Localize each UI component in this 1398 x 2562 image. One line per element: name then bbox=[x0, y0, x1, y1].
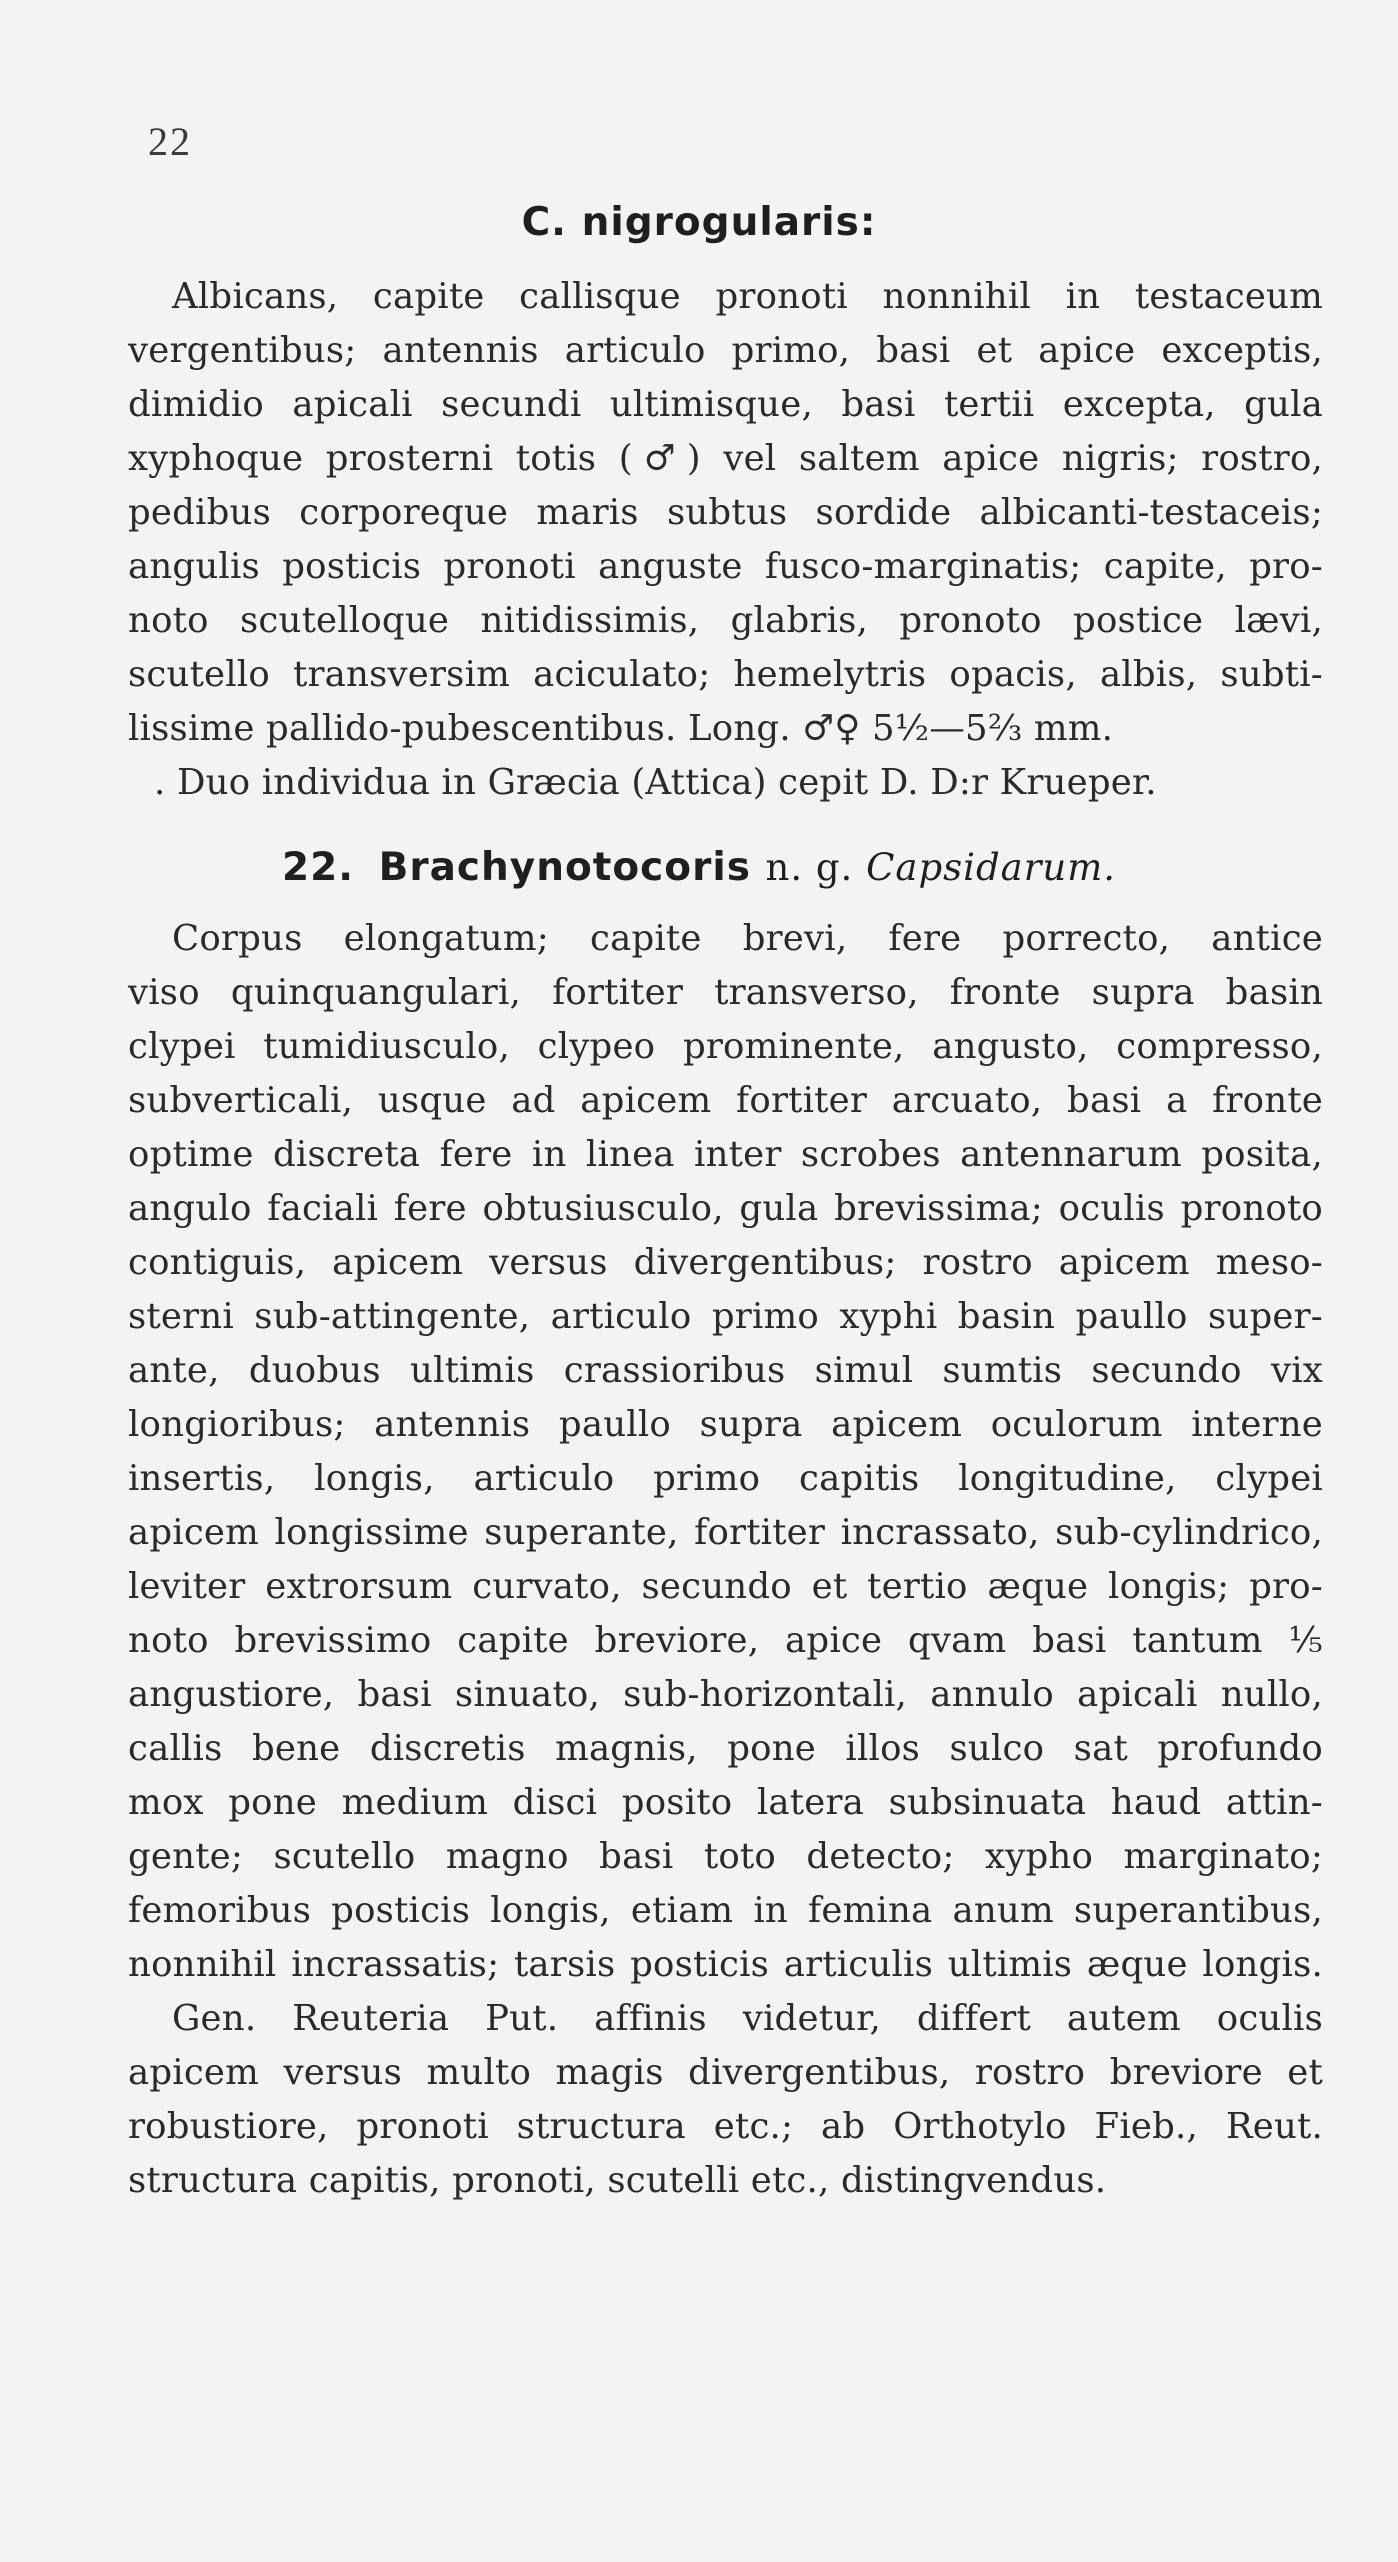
section-number: 22. bbox=[281, 845, 355, 890]
text-line: Gen. Reuteria Put. affinis videtur, differt autem oculis bbox=[172, 1998, 1323, 2039]
text-line: clypei tumidiusculo, clypeo prominente, angusto, compresso, bbox=[128, 1026, 1323, 1067]
text-line: robustiore, pronoti structura etc.; ab Orthotylo Fieb., Reut. bbox=[128, 2106, 1323, 2147]
text-line: longioribus; antennis paullo supra apicem oculorum interne bbox=[128, 1404, 1323, 1445]
text-line: xyphoque prosterni totis (♂) vel saltem apice nigris; rostro, bbox=[128, 438, 1323, 479]
text-line: structura capitis, pronoti, scutelli etc., distingvendus. bbox=[128, 2160, 1107, 2201]
text-line: viso quinquangulari, fortiter transverso, fronte supra basin bbox=[128, 972, 1323, 1013]
text-line: angustiore, basi sinuato, sub-horizontali, annulo apicali nullo, bbox=[128, 1674, 1323, 1715]
text-line: ante, duobus ultimis crassioribus simul sumtis secundo vix bbox=[128, 1350, 1323, 1391]
section-heading-nigrogularis: C. nigrogularis: bbox=[521, 200, 877, 245]
text-line: Albicans, capite callisque pronoti nonnihil in testaceum bbox=[172, 276, 1323, 317]
text-line: femoribus posticis longis, etiam in femina anum superantibus, bbox=[128, 1890, 1323, 1931]
text-line: pedibus corporeque maris subtus sordide albicanti-testaceis; bbox=[128, 492, 1323, 533]
genus-name: Brachynotocoris bbox=[378, 845, 751, 890]
text-line: contiguis, apicem versus divergentibus; rostro apicem meso- bbox=[128, 1242, 1323, 1283]
text-line: leviter extrorsum curvato, secundo et tertio æque longis; pro- bbox=[128, 1566, 1323, 1607]
family-name: Capsidarum. bbox=[866, 846, 1117, 889]
text-line: noto brevissimo capite breviore, apice qvam basi tantum ⅕ bbox=[128, 1620, 1323, 1661]
text-line: angulo faciali fere obtusiusculo, gula brevissima; oculis pronoto bbox=[128, 1188, 1323, 1229]
text-line: vergentibus; antennis articulo primo, basi et apice exceptis, bbox=[128, 330, 1323, 371]
text-line: mox pone medium disci posito latera subsinuata haud attin- bbox=[128, 1782, 1323, 1823]
text-line: sterni sub-attingente, articulo primo xyphi basin paullo super- bbox=[128, 1296, 1323, 1337]
text-line: insertis, longis, articulo primo capitis longitudine, clypei bbox=[128, 1458, 1323, 1499]
text-line: apicem versus multo magis divergentibus, rostro breviore et bbox=[128, 2052, 1323, 2093]
text-line: Corpus elongatum; capite brevi, fere porrecto, antice bbox=[172, 918, 1323, 959]
page-number: 22 bbox=[148, 119, 192, 164]
text-line: nonnihil incrassatis; tarsis posticis articulis ultimis æque longis. bbox=[128, 1944, 1323, 1985]
text-line: noto scutelloque nitidissimis, glabris, pronoto postice lævi, bbox=[128, 600, 1323, 641]
text-line: subverticali, usque ad apicem fortiter arcuato, basi a fronte bbox=[128, 1080, 1323, 1121]
genus-note: n. g. bbox=[765, 846, 854, 889]
text-line: angulis posticis pronoti anguste fusco-marginatis; capite, pro- bbox=[128, 546, 1323, 587]
text-line: gente; scutello magno basi toto detecto; xypho marginato; bbox=[128, 1836, 1323, 1877]
text-line: scutello transversim aciculato; hemelytris opacis, albis, subti- bbox=[128, 654, 1323, 695]
text-line: lissime pallido-pubescentibus. Long. ♂♀ 5½—5⅔ mm. bbox=[128, 708, 1114, 749]
text-line: apicem longissime superante, fortiter incrassato, sub-cylindrico, bbox=[128, 1512, 1323, 1553]
text-line: callis bene discretis magnis, pone illos sulco sat profundo bbox=[128, 1728, 1323, 1769]
text-line: optime discreta fere in linea inter scrobes antennarum posita, bbox=[128, 1134, 1323, 1175]
text-line: . Duo individua in Græcia (Attica) cepit D. D:r Krueper. bbox=[154, 762, 1157, 803]
section-heading-brachynotocoris bbox=[0, 845, 1398, 890]
text-line: dimidio apicali secundi ultimisque, basi tertii excepta, gula bbox=[128, 384, 1323, 425]
